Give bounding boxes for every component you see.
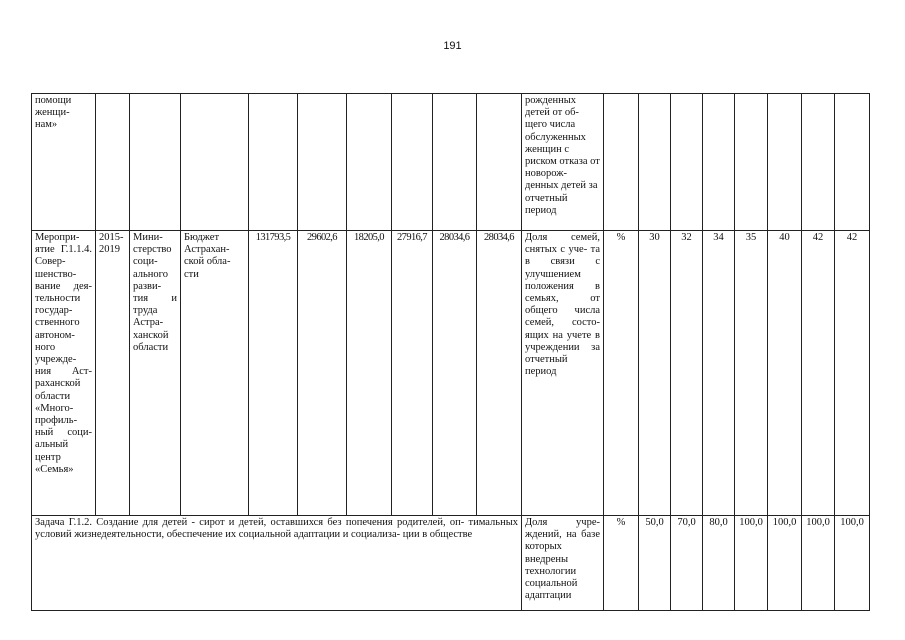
- value-cell: 40: [768, 231, 802, 516]
- amount-cell: 29602,6: [298, 231, 347, 516]
- value-cell: 34: [703, 231, 735, 516]
- value-cell: 50,0: [639, 516, 671, 611]
- table-row: [32, 516, 870, 611]
- value-cell: 42: [835, 231, 870, 516]
- value-cell: 70,0: [671, 516, 703, 611]
- amount-cell: 18205,0: [347, 231, 392, 516]
- indicator-cell: Доля учре- ждений, на базе которых внедрены технологии социальной адаптации: [522, 516, 604, 611]
- program-table: [31, 93, 870, 611]
- amount-cell: 27916,7: [392, 231, 433, 516]
- value-cell: 32: [671, 231, 703, 516]
- task-cell: Задача Г.1.2. Создание для детей - сирот и детей, оставшихся без попечения родителей, оп- тимальных условий жизнедеятельности, обеспечение их социальной адаптации и социализа- ции в обществе: [32, 516, 522, 611]
- measure-name-cell: Меропри- ятие Г.1.1.4. Совер- шенство- вание дея- тельности государ- ственного автоном- ного учрежде- ния Аст- раханской области «Много- профиль- ный соци- альный центр «Семья»: [32, 231, 96, 516]
- unit-cell: %: [604, 516, 639, 611]
- amount-total-cell: 131793,5: [249, 231, 298, 516]
- value-cell: 80,0: [703, 516, 735, 611]
- amount-cell: 28034,6: [433, 231, 477, 516]
- value-cell: 100,0: [735, 516, 768, 611]
- value-cell: 100,0: [768, 516, 802, 611]
- amount-cell: 28034,6: [477, 231, 522, 516]
- table-row: [32, 231, 870, 516]
- table-row: [32, 94, 870, 231]
- value-cell: 35: [735, 231, 768, 516]
- value-cell: 30: [639, 231, 671, 516]
- indicator-cell: рожденных детей от об- щего числа обслуженных женщин с риском отказа от новорож- денных детей за отчетный период: [522, 94, 604, 231]
- value-cell: 100,0: [835, 516, 870, 611]
- executor-cell: Мини- стерство соци- ального разви- тия и труда Астра- ханской области: [130, 231, 181, 516]
- funding-source-cell: Бюджет Астрахан- ской обла- сти: [181, 231, 249, 516]
- period-cell: 2015- 2019: [96, 231, 130, 516]
- value-cell: 100,0: [802, 516, 835, 611]
- indicator-cell: Доля семей, снятых с уче- та в связи с улучшением положения в семьях, от общего числа семей, состо- ящих на учете в учреждении за отчетный период: [522, 231, 604, 516]
- unit-cell: %: [604, 231, 639, 516]
- measure-name-cell: помощи женщи- нам»: [32, 94, 96, 231]
- page-number: 191: [443, 40, 462, 52]
- value-cell: 42: [802, 231, 835, 516]
